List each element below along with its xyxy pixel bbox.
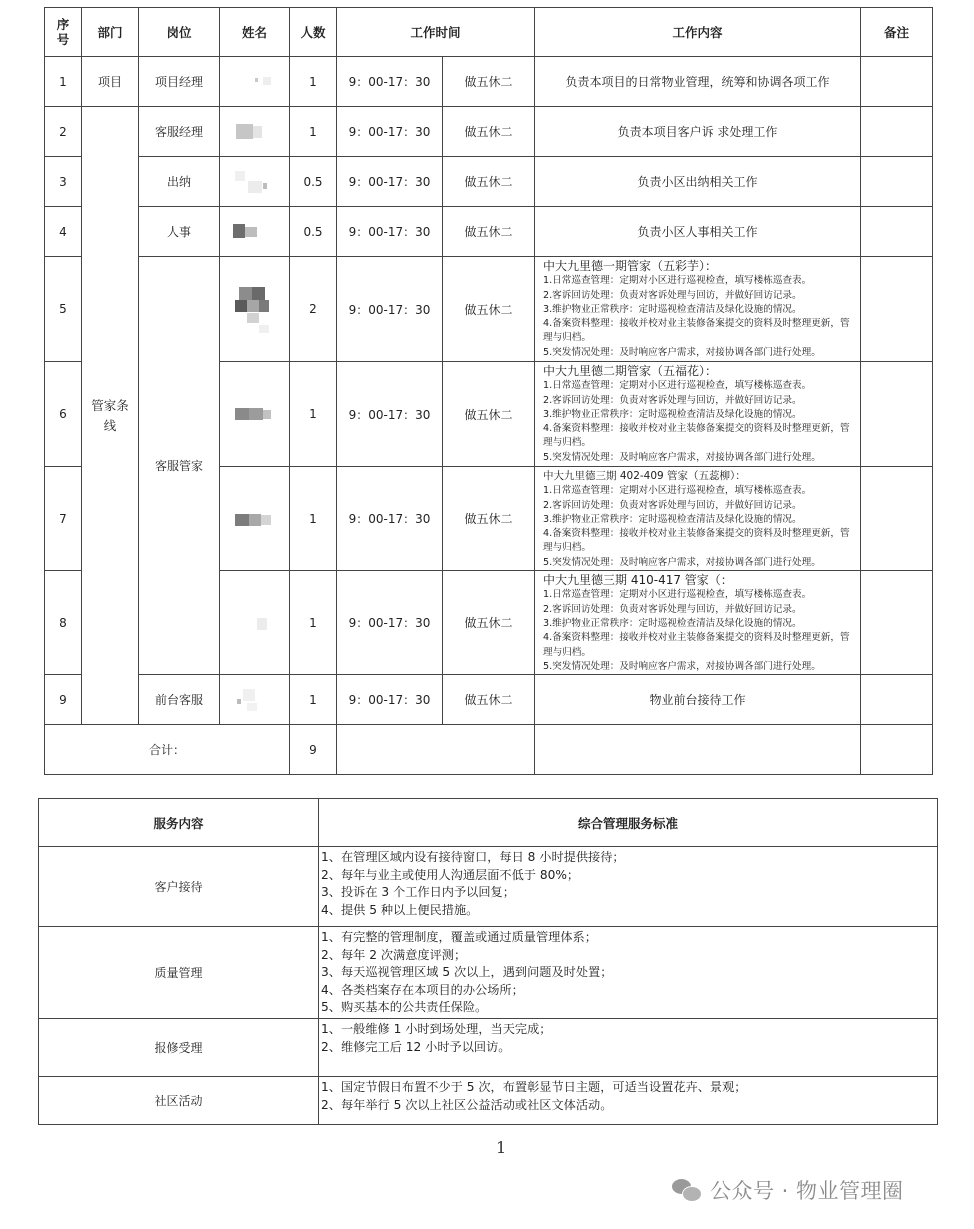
duty-line: 3.维护物业正常秩序：定时巡视检查清洁及绿化设施的情况。 [543, 408, 802, 420]
standard-item: 3、投诉在 3 个工作日内予以回复； [321, 885, 515, 899]
standard-item: 3、每天巡视管理区域 5 次以上，遇到问题及时处置； [321, 965, 613, 979]
hours-cell: 9：00-17：30 [337, 257, 443, 362]
service-standards-table [38, 798, 938, 1125]
schedule-cell: 做五休二 [443, 362, 535, 467]
service-cell: 客户接待 [39, 847, 319, 927]
hours-cell: 9：00-17：30 [337, 107, 443, 157]
content-cell: 负责本项目的日常物业管理，统筹和协调各项工作 [535, 57, 861, 107]
duty-line: 1.日常巡查管理：定期对小区进行巡视检查，填写楼栋巡查表。 [543, 589, 812, 601]
table-row [45, 157, 933, 207]
schedule-cell: 做五休二 [443, 571, 535, 675]
seq-cell: 7 [45, 467, 82, 571]
standard-item: 5、购买基本的公共责任保险。 [321, 1000, 488, 1014]
duty-line: 5.突发情况处理：及时响应客户需求，对接协调各部门进行处理。 [543, 451, 821, 463]
header-seq: 序号 [45, 8, 82, 57]
duty-line: 4.备案资料整理：接收并校对业主装修备案提交的资料及时整理更新，管理与归档。 [543, 423, 850, 449]
name-cell-redacted [220, 675, 290, 725]
table-row [45, 257, 933, 362]
duty-line: 2.客诉回访处理：负责对客诉处理与回访，并做好回访记录。 [543, 394, 802, 406]
standard-cell [319, 927, 938, 1019]
post-cell: 出纳 [139, 157, 220, 207]
standard-item: 2、每年举行 5 次以上社区公益活动或社区文体活动。 [321, 1097, 613, 1112]
duty-line: 4.备案资料整理：接收并校对业主装修备案提交的资料及时整理更新，管理与归档。 [543, 318, 850, 344]
schedule-cell: 做五休二 [443, 467, 535, 571]
schedule-cell: 做五休二 [443, 675, 535, 725]
hours-cell: 9：00-17：30 [337, 207, 443, 257]
schedule-cell: 做五休二 [443, 57, 535, 107]
content-cell: 物业前台接待工作 [535, 675, 861, 725]
duty-cell [535, 467, 861, 571]
service-cell: 质量管理 [39, 927, 319, 1019]
watermark [672, 1175, 904, 1205]
watermark-text: 公众号 · 物业管理圈 [710, 1179, 904, 1203]
note-cell [861, 157, 933, 207]
post-cell: 客服经理 [139, 107, 220, 157]
duty-cell [535, 362, 861, 467]
count-cell: 0.5 [290, 207, 337, 257]
total-content-cell [535, 725, 861, 775]
redacted-name [233, 219, 277, 245]
duty-title: 中大九里德三期 402-409 管家（五蕊柳）： [543, 470, 746, 482]
schedule-cell: 做五休二 [443, 107, 535, 157]
total-count: 9 [290, 725, 337, 775]
header-standard: 综合管理服务标准 [319, 799, 938, 847]
duty-title: 中大九里德一期管家（五彩芋）： [543, 259, 718, 273]
duty-cell [535, 257, 861, 362]
redacted-name [233, 687, 277, 713]
duty-line: 2.客诉回访处理：负责对客诉处理与回访，并做好回访记录。 [543, 603, 802, 615]
table-row [45, 57, 933, 107]
count-cell: 1 [290, 107, 337, 157]
post-cell: 项目经理 [139, 57, 220, 107]
seq-cell: 6 [45, 362, 82, 467]
dept-group-label: 管家条线 [91, 397, 129, 433]
name-cell-redacted [220, 157, 290, 207]
service-cell: 社区活动 [39, 1077, 319, 1125]
name-cell-redacted [220, 571, 290, 675]
duty-line: 5.突发情况处理：及时响应客户需求，对接协调各部门进行处理。 [543, 556, 821, 568]
duty-line: 3.维护物业正常秩序：定时巡视检查清洁及绿化设施的情况。 [543, 303, 802, 315]
hours-cell: 9：00-17：30 [337, 157, 443, 207]
total-label: 合计： [45, 725, 290, 775]
count-cell: 0.5 [290, 157, 337, 207]
header-count: 人数 [290, 8, 337, 57]
count-cell: 1 [290, 675, 337, 725]
hours-cell: 9：00-17：30 [337, 571, 443, 675]
redacted-name [233, 69, 277, 95]
schedule-cell: 做五休二 [443, 157, 535, 207]
seq-cell: 3 [45, 157, 82, 207]
note-cell [861, 467, 933, 571]
standard-item: 2、每年与业主或使用人沟通层面不低于 80%； [321, 867, 580, 882]
standard-cell [319, 847, 938, 927]
duty-line: 1.日常巡查管理：定期对小区进行巡视检查，填写楼栋巡查表。 [543, 380, 812, 392]
post-group-cell: 客服管家 [139, 257, 220, 675]
count-cell: 1 [290, 467, 337, 571]
redacted-name [233, 169, 277, 195]
standard-item: 4、各类档案存在本项目的办公场所； [321, 982, 524, 997]
table-row [39, 1077, 938, 1125]
duty-line: 5.突发情况处理：及时响应客户需求，对接协调各部门进行处理。 [543, 660, 821, 672]
table-row [39, 927, 938, 1019]
duty-line: 2.客诉回访处理：负责对客诉处理与回访，并做好回访记录。 [543, 499, 802, 511]
total-row [45, 725, 933, 775]
duty-line: 3.维护物业正常秩序：定时巡视检查清洁及绿化设施的情况。 [543, 617, 802, 629]
header-note: 备注 [861, 8, 933, 57]
name-cell-redacted [220, 257, 290, 362]
standard-item: 1、一般维修 1 小时到场处理，当天完成； [321, 1022, 552, 1036]
table-row [45, 207, 933, 257]
duty-line: 1.日常巡查管理：定期对小区进行巡视检查，填写楼栋巡查表。 [543, 275, 812, 287]
redacted-name [233, 401, 277, 427]
page-number: 1 [496, 1138, 507, 1157]
hours-cell: 9：00-17：30 [337, 57, 443, 107]
name-cell-redacted [220, 207, 290, 257]
hours-cell: 9：00-17：30 [337, 362, 443, 467]
duty-line: 4.备案资料整理：接收并校对业主装修备案提交的资料及时整理更新，管理与归档。 [543, 528, 850, 554]
standard-cell [319, 1077, 938, 1125]
redacted-name [233, 119, 277, 145]
content-cell: 负责小区出纳相关工作 [535, 157, 861, 207]
table-header-row [39, 799, 938, 847]
hours-cell: 9：00-17：30 [337, 675, 443, 725]
count-cell: 2 [290, 257, 337, 362]
standard-item: 1、在管理区域内设有接待窗口，每日 8 小时提供接待； [321, 850, 625, 864]
duty-title: 中大九里德三期 410-417 管家（： [543, 573, 733, 588]
duty-line: 5.突发情况处理：及时响应客户需求，对接协调各部门进行处理。 [543, 346, 821, 358]
post-cell: 前台客服 [139, 675, 220, 725]
hours-cell: 9：00-17：30 [337, 467, 443, 571]
header-name: 姓名 [220, 8, 290, 57]
name-cell-redacted [220, 362, 290, 467]
duty-line: 3.维护物业正常秩序：定时巡视检查清洁及绿化设施的情况。 [543, 513, 802, 525]
duty-line: 1.日常巡查管理：定期对小区进行巡视检查，填写楼栋巡查表。 [543, 485, 812, 497]
redacted-name [233, 610, 277, 636]
duty-cell [535, 571, 861, 675]
note-cell [861, 362, 933, 467]
standard-item: 2、维修完工后 12 小时予以回访。 [321, 1039, 511, 1054]
seq-cell: 4 [45, 207, 82, 257]
name-cell-redacted [220, 467, 290, 571]
note-cell [861, 107, 933, 157]
header-time: 工作时间 [337, 8, 535, 57]
table-header-row [45, 8, 933, 57]
schedule-cell: 做五休二 [443, 257, 535, 362]
total-time-cell [337, 725, 535, 775]
table-row [39, 1019, 938, 1077]
note-cell [861, 675, 933, 725]
total-note-cell [861, 725, 933, 775]
staffing-table [44, 7, 933, 775]
seq-cell: 9 [45, 675, 82, 725]
duty-line: 4.备案资料整理：接收并校对业主装修备案提交的资料及时整理更新，管理与归档。 [543, 632, 850, 658]
seq-cell: 8 [45, 571, 82, 675]
table-row [39, 847, 938, 927]
header-post: 岗位 [139, 8, 220, 57]
content-cell: 负责小区人事相关工作 [535, 207, 861, 257]
table-row [45, 675, 933, 725]
standard-item: 2、每年 2 次满意度评测； [321, 947, 467, 962]
name-cell-redacted [220, 107, 290, 157]
standard-item: 1、有完整的管理制度，覆盖或通过质量管理体系； [321, 930, 597, 944]
header-content: 工作内容 [535, 8, 861, 57]
duty-line: 2.客诉回访处理：负责对客诉处理与回访，并做好回访记录。 [543, 289, 802, 301]
dept-group-cell [82, 107, 139, 725]
count-cell: 1 [290, 362, 337, 467]
standard-cell [319, 1019, 938, 1077]
count-cell: 1 [290, 571, 337, 675]
post-cell: 人事 [139, 207, 220, 257]
redacted-name [233, 506, 277, 532]
note-cell [861, 207, 933, 257]
note-cell [861, 57, 933, 107]
note-cell [861, 257, 933, 362]
standard-item: 1、国定节假日布置不少于 5 次，布置彰显节日主题，可适当设置花卉、景观； [321, 1080, 747, 1094]
seq-cell: 5 [45, 257, 82, 362]
redacted-name [233, 283, 277, 335]
service-cell: 报修受理 [39, 1019, 319, 1077]
schedule-cell: 做五休二 [443, 207, 535, 257]
seq-cell: 1 [45, 57, 82, 107]
table-row [45, 107, 933, 157]
name-cell-redacted [220, 57, 290, 107]
duty-title: 中大九里德二期管家（五福花）： [543, 364, 718, 378]
seq-cell: 2 [45, 107, 82, 157]
wechat-icon [672, 1177, 702, 1203]
header-service: 服务内容 [39, 799, 319, 847]
note-cell [861, 571, 933, 675]
content-cell: 负责本项目客户诉 求处理工作 [535, 107, 861, 157]
count-cell: 1 [290, 57, 337, 107]
header-dept: 部门 [82, 8, 139, 57]
dept-cell: 项目 [82, 57, 139, 107]
standard-item: 4、提供 5 种以上便民措施。 [321, 902, 479, 917]
